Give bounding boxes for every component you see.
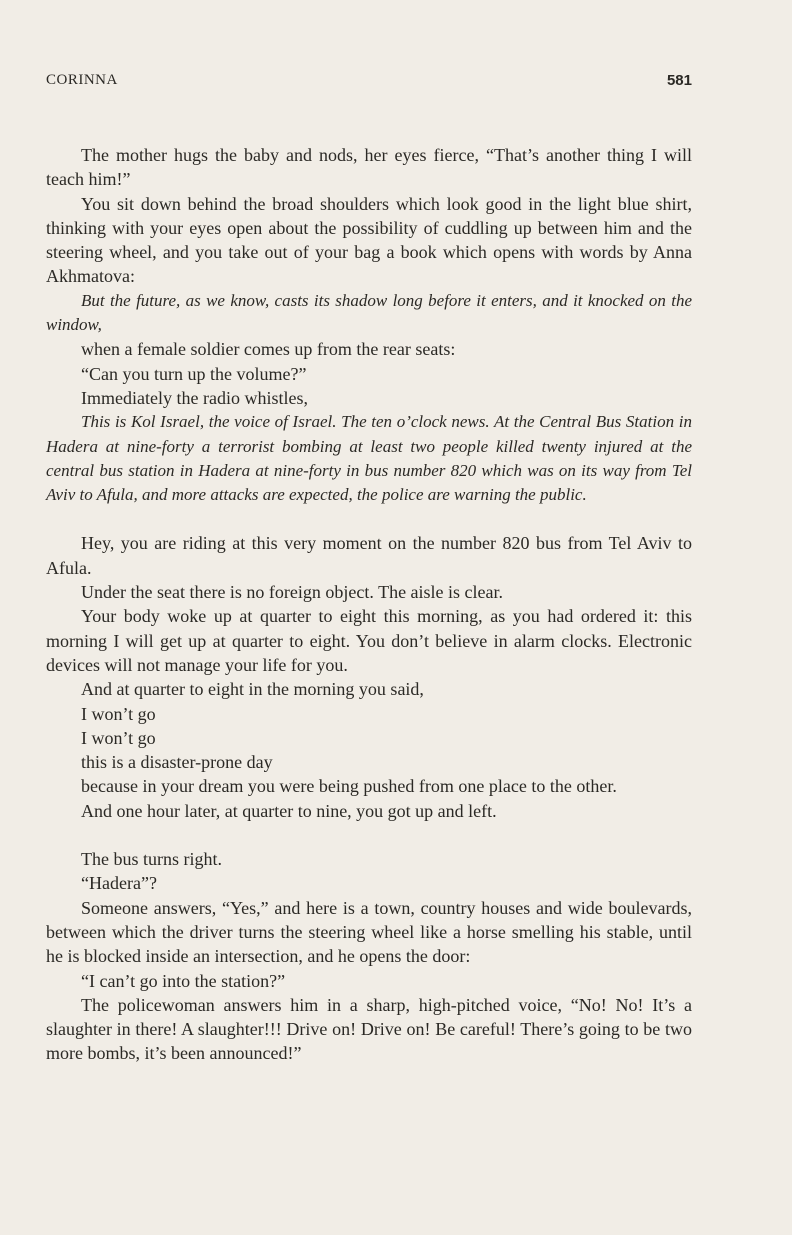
paragraph: Immediately the radio whistles, xyxy=(81,387,308,408)
paragraph: And one hour later, at quarter to nine, you got up and left. xyxy=(81,800,497,821)
paragraph: Hey, you are riding at this very moment on the number 820 bus from Tel Aviv to Afula. xyxy=(46,533,692,578)
paragraph: “Can you turn up the volume?” xyxy=(81,363,307,384)
paragraph: You sit down behind the broad shoulders which look good in the light blue shirt, thinking with your eyes open about the possibility of cuddling up between him and the steering wheel, and you take out of your bag a book which opens with words by Anna Akhmatova: xyxy=(46,193,692,287)
paragraph: And at quarter to eight in the morning you said, xyxy=(81,679,424,700)
paragraph: when a female soldier comes up from the rear seats: xyxy=(81,339,456,360)
paragraph: The policewoman answers him in a sharp, high-pitched voice, “No! No! It’s a slaughter in there! A slaughter!!! Drive on! Drive on! Be careful! There’s going to be two more bombs, it’s been announced!” xyxy=(46,994,692,1064)
page-number: 581 xyxy=(666,72,692,89)
radio-broadcast-paragraph: This is Kol Israel, the voice of Israel. The ten o’clock news. At the Central Bus Station in Hadera at nine-forty a terrorist bombing at least two people killed twenty injured at the central bus station in Hadera at nine-forty in bus number 820 which was on its way from Tel Aviv to Afula, and more attacks are expected, the police are warning the public. xyxy=(46,412,692,505)
paragraph: The mother hugs the baby and nods, her eyes fierce, “That’s another thing I will teach him!” xyxy=(46,145,692,190)
paragraph: I won’t go xyxy=(81,727,156,748)
paragraph: I won’t go xyxy=(81,703,156,724)
paragraph: “Hadera”? xyxy=(81,873,157,894)
paragraph: “I can’t go into the station?” xyxy=(81,970,286,991)
paragraph: The bus turns right. xyxy=(81,849,222,870)
quotation-paragraph: But the future, as we know, casts its shadow long before it enters, and it knocked on the window, xyxy=(46,290,692,335)
page-header xyxy=(46,72,692,96)
section-break xyxy=(46,823,692,847)
paragraph: because in your dream you were being pushed from one place to the other. xyxy=(81,776,617,797)
paragraph: Your body woke up at quarter to eight this morning, as you had ordered it: this morning I will get up at quarter to eight. You don’t believe in alarm clocks. Electronic devices will not manage your life for you. xyxy=(46,606,692,675)
running-head: CORINNA xyxy=(46,72,118,88)
paragraph: Under the seat there is no foreign object. The aisle is clear. xyxy=(81,582,504,603)
paragraph: this is a disaster-prone day xyxy=(81,752,273,773)
section-break xyxy=(46,507,692,531)
paragraph: Someone answers, “Yes,” and here is a town, country houses and wide boulevards, between which the driver turns the steering wheel like a horse smelling his stable, until he is blocked inside an intersection, and he opens the door: xyxy=(46,897,692,967)
body-text xyxy=(46,143,692,1066)
book-page xyxy=(46,0,692,1235)
